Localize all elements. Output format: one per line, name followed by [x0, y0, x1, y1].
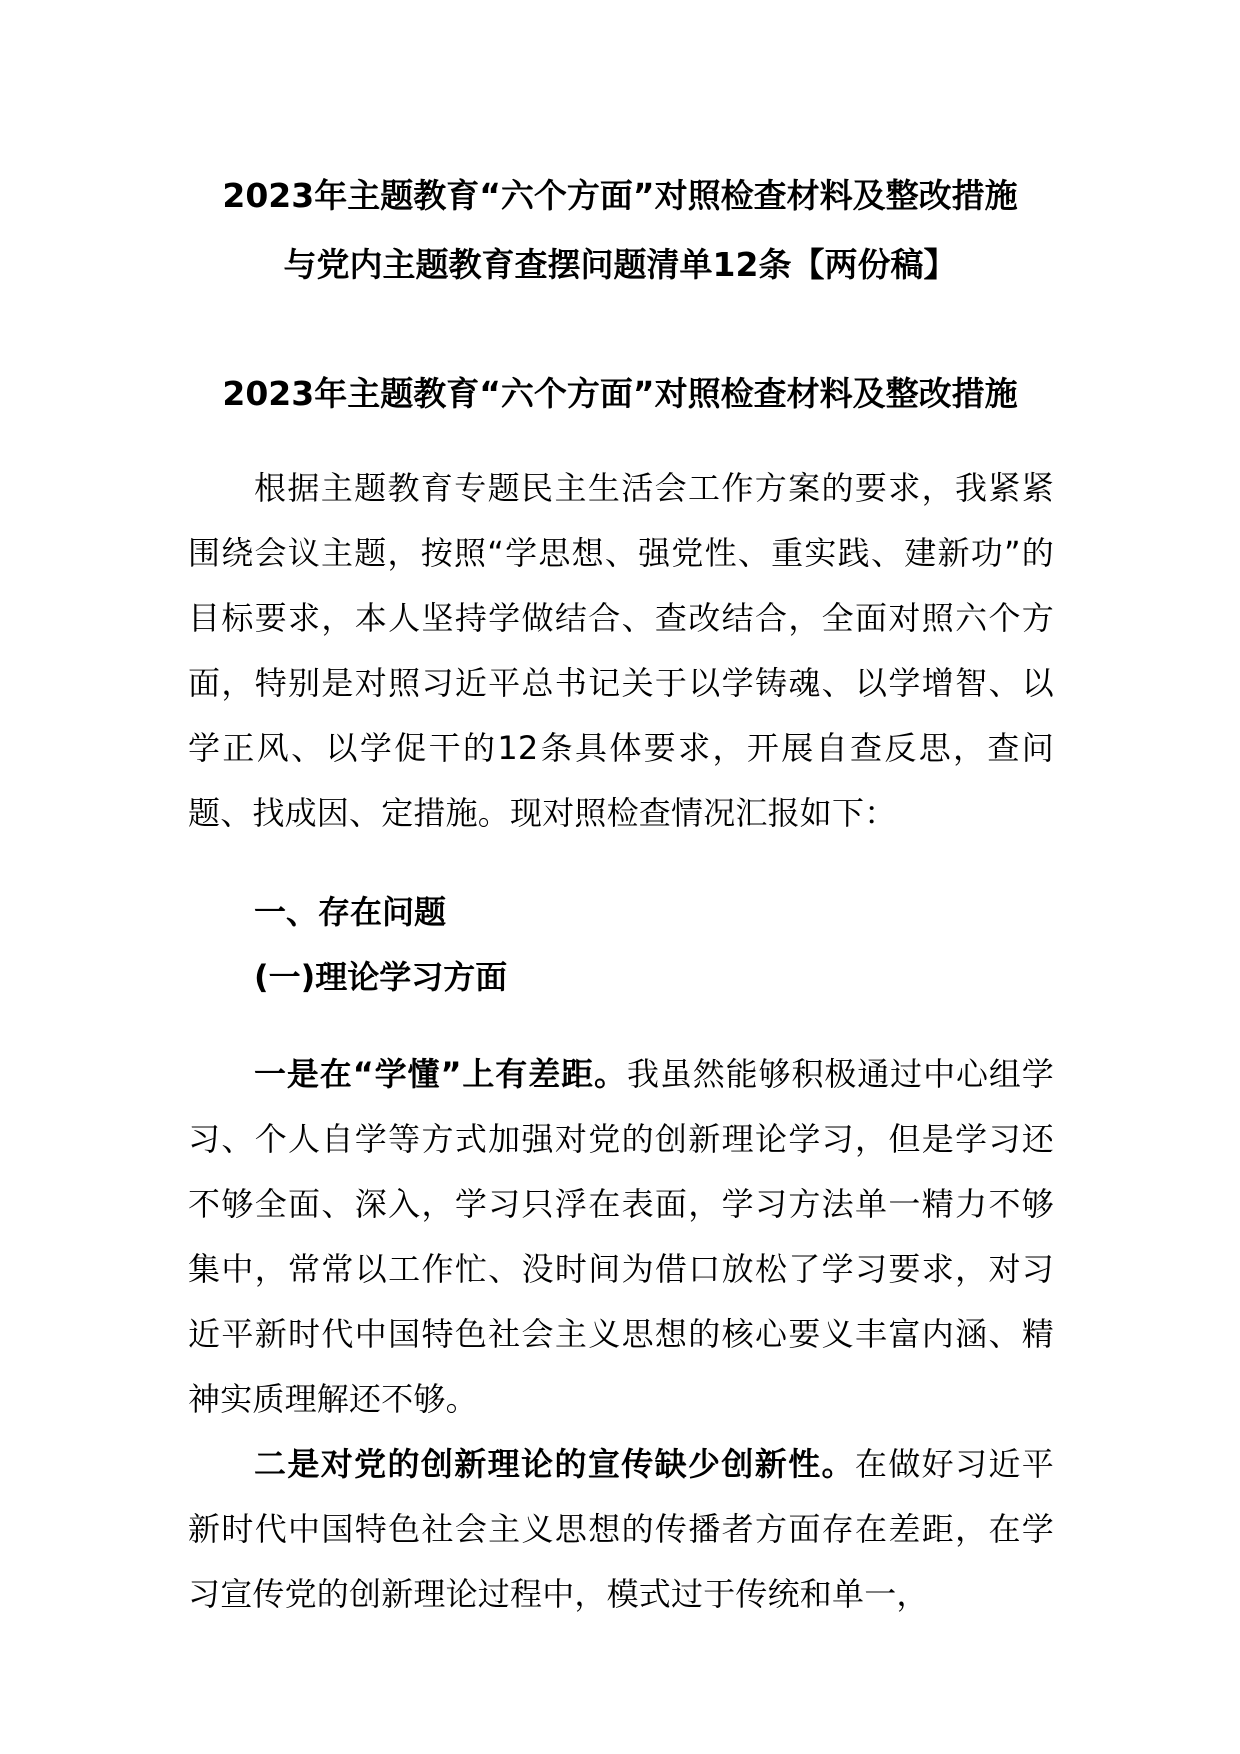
point-1-lead: 一是在“学懂”上有差距。 [254, 1055, 627, 1093]
heading-existing-problems: 一、存在问题 [254, 893, 447, 931]
section-title: 2023年主题教育“六个方面”对照检查材料及整改措施 [222, 374, 1018, 413]
point-2-lead: 二是对党的创新理论的宣传缺少创新性。 [254, 1445, 855, 1483]
point-1-text: 我虽然能够积极通过中心组学习、个人自学等方式加强对党的创新理论学习，但是学习还不够全面、深入，学习只浮在表面，学习方法单一精力不够集中，常常以工作忙、没时间为借口放松了学习要求，对习近平新时代中国特色社会主义思想的核心要义丰富内涵、精神实质理解还不够。 [188, 1055, 1054, 1418]
intro-paragraph: 根据主题教育专题民主生活会工作方案的要求，我紧紧围绕会议主题，按照“学思想、强党性、重实践、建新功”的目标要求，本人坚持学做结合、查改结合，全面对照六个方面，特别是对照习近平总书记关于以学铸魂、以学增智、以学正风、以学促干的12条具体要求，开展自查反思，查问题、找成因、定措施。现对照检查情况汇报如下： [188, 469, 1054, 832]
document-title-line-2: 与党内主题教育查摆问题清单12条【两份稿】 [283, 245, 957, 284]
paragraph-point-2 [188, 1432, 1054, 1627]
paragraph-point-1 [188, 1042, 1054, 1432]
heading-theory-study: (一)理论学习方面 [254, 958, 508, 996]
point-2-text: 在做好习近平新时代中国特色社会主义思想的传播者方面存在差距，在学习宣传党的创新理论过程中，模式过于传统和单一， [188, 1445, 1055, 1613]
document-title-line-1: 2023年主题教育“六个方面”对照检查材料及整改措施 [222, 176, 1018, 215]
